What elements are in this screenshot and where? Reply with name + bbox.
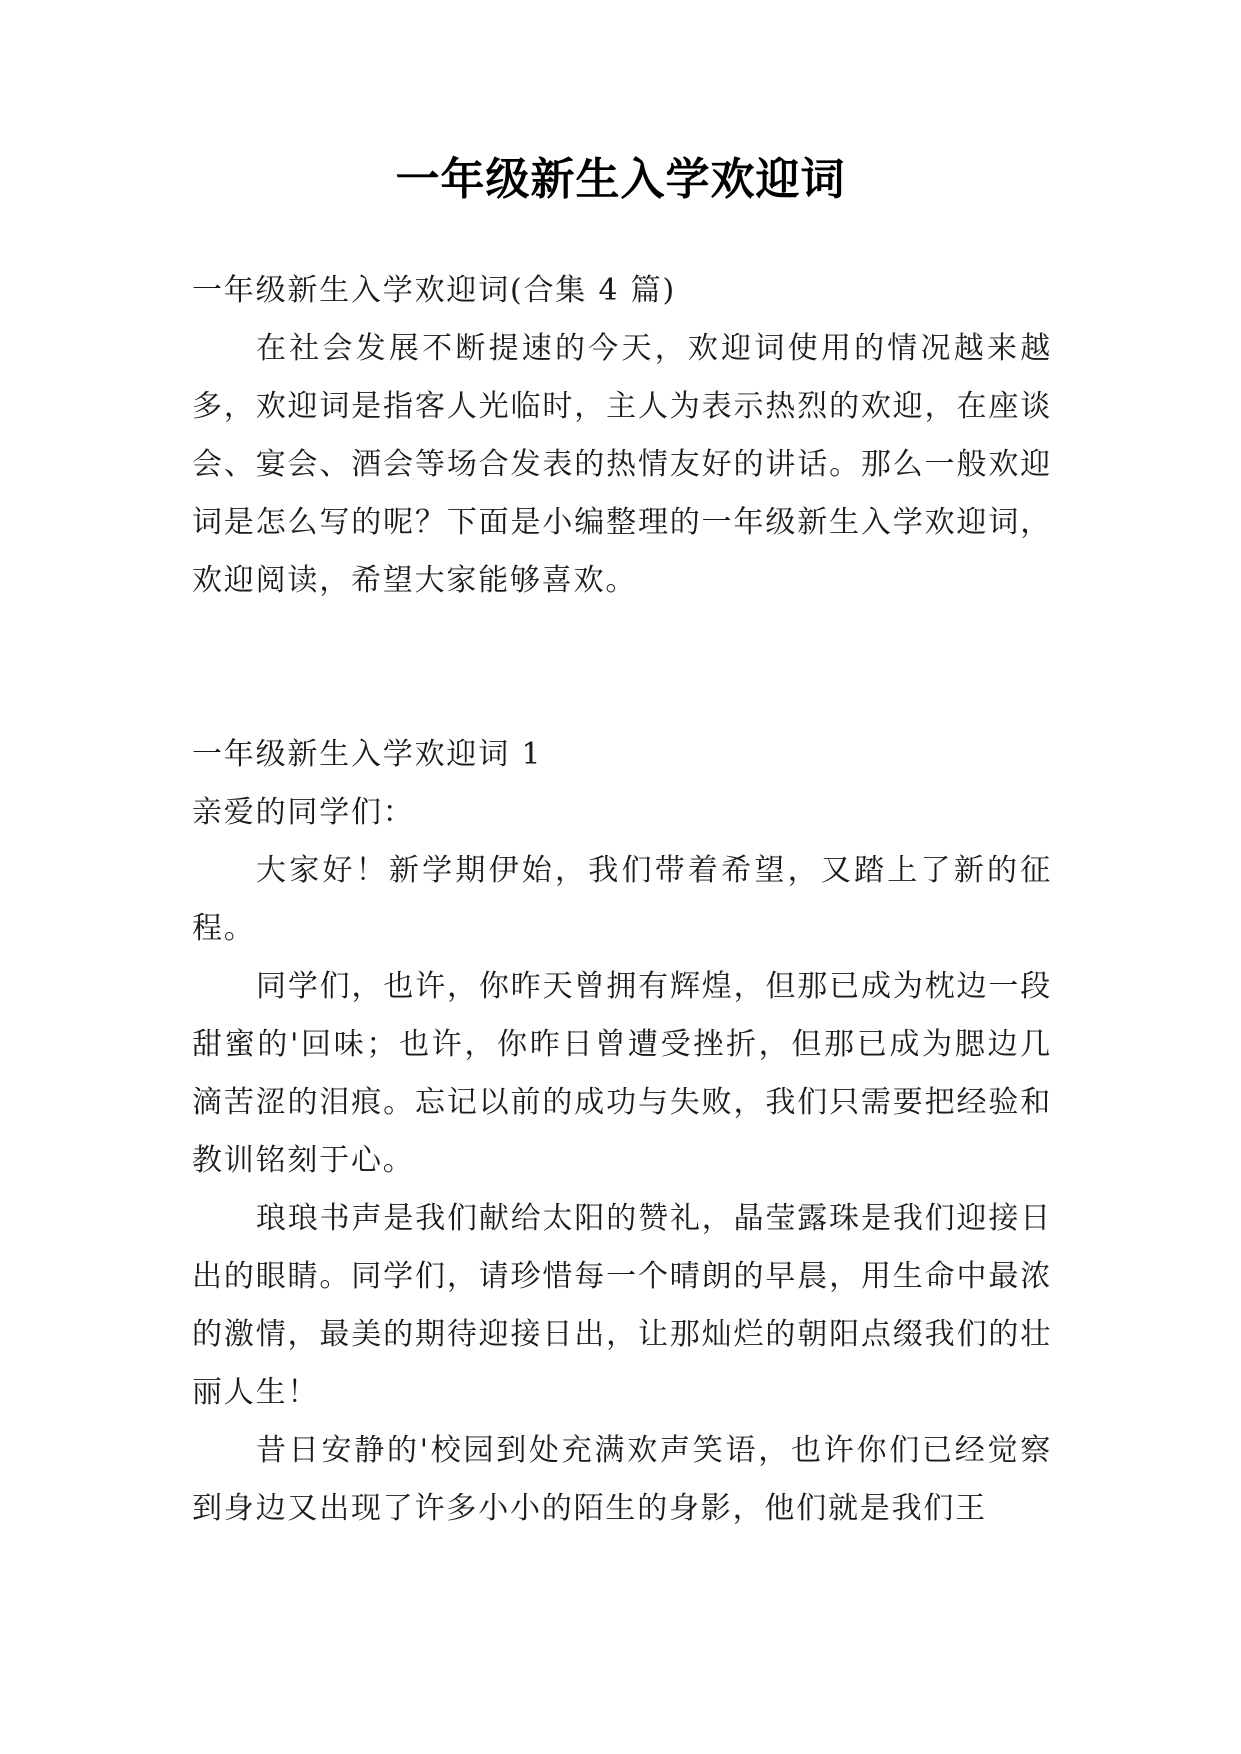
body-paragraph: 琅琅书声是我们献给太阳的赞礼，晶莹露珠是我们迎接日出的眼睛。同学们，请珍惜每一个晴朗的早晨，用生命中最浓的激情，最美的期待迎接日出，让那灿烂的朝阳点缀我们的壮丽人生！: [192, 1201, 1052, 1410]
body-paragraph: 同学们，也许，你昨天曾拥有辉煌，但那已成为枕边一段甜蜜的'回味；也许，你昨日曾遭受挫折，但那已成为腮边几滴苦涩的泪痕。忘记以前的成功与失败，我们只需要把经验和教训铭刻于心。: [192, 969, 1052, 1178]
salutation: 亲爱的同学们：: [192, 795, 415, 830]
document-title: 一年级新生入学欢迎词: [395, 154, 846, 205]
body-paragraph: 昔日安静的'校园到处充满欢声笑语，也许你们已经觉察到身边又出现了许多小小的陌生的身影，他们就是我们王: [192, 1433, 1052, 1526]
intro-paragraph: 在社会发展不断提速的今天，欢迎词使用的情况越来越多，欢迎词是指客人光临时，主人为表示热烈的欢迎，在座谈会、宴会、酒会等场合发表的热情友好的讲话。那么一般欢迎词是怎么写的呢？下面是小编整理的一年级新生入学欢迎词，欢迎阅读，希望大家能够喜欢。: [192, 331, 1052, 598]
document-subtitle: 一年级新生入学欢迎词(合集 4 篇): [192, 273, 676, 308]
body-paragraph: 大家好！新学期伊始，我们带着希望，又踏上了新的征程。: [192, 853, 1052, 946]
document-body: [192, 262, 1052, 1538]
section-spacer: [192, 610, 1052, 726]
section-heading: 一年级新生入学欢迎词 1: [192, 737, 543, 772]
